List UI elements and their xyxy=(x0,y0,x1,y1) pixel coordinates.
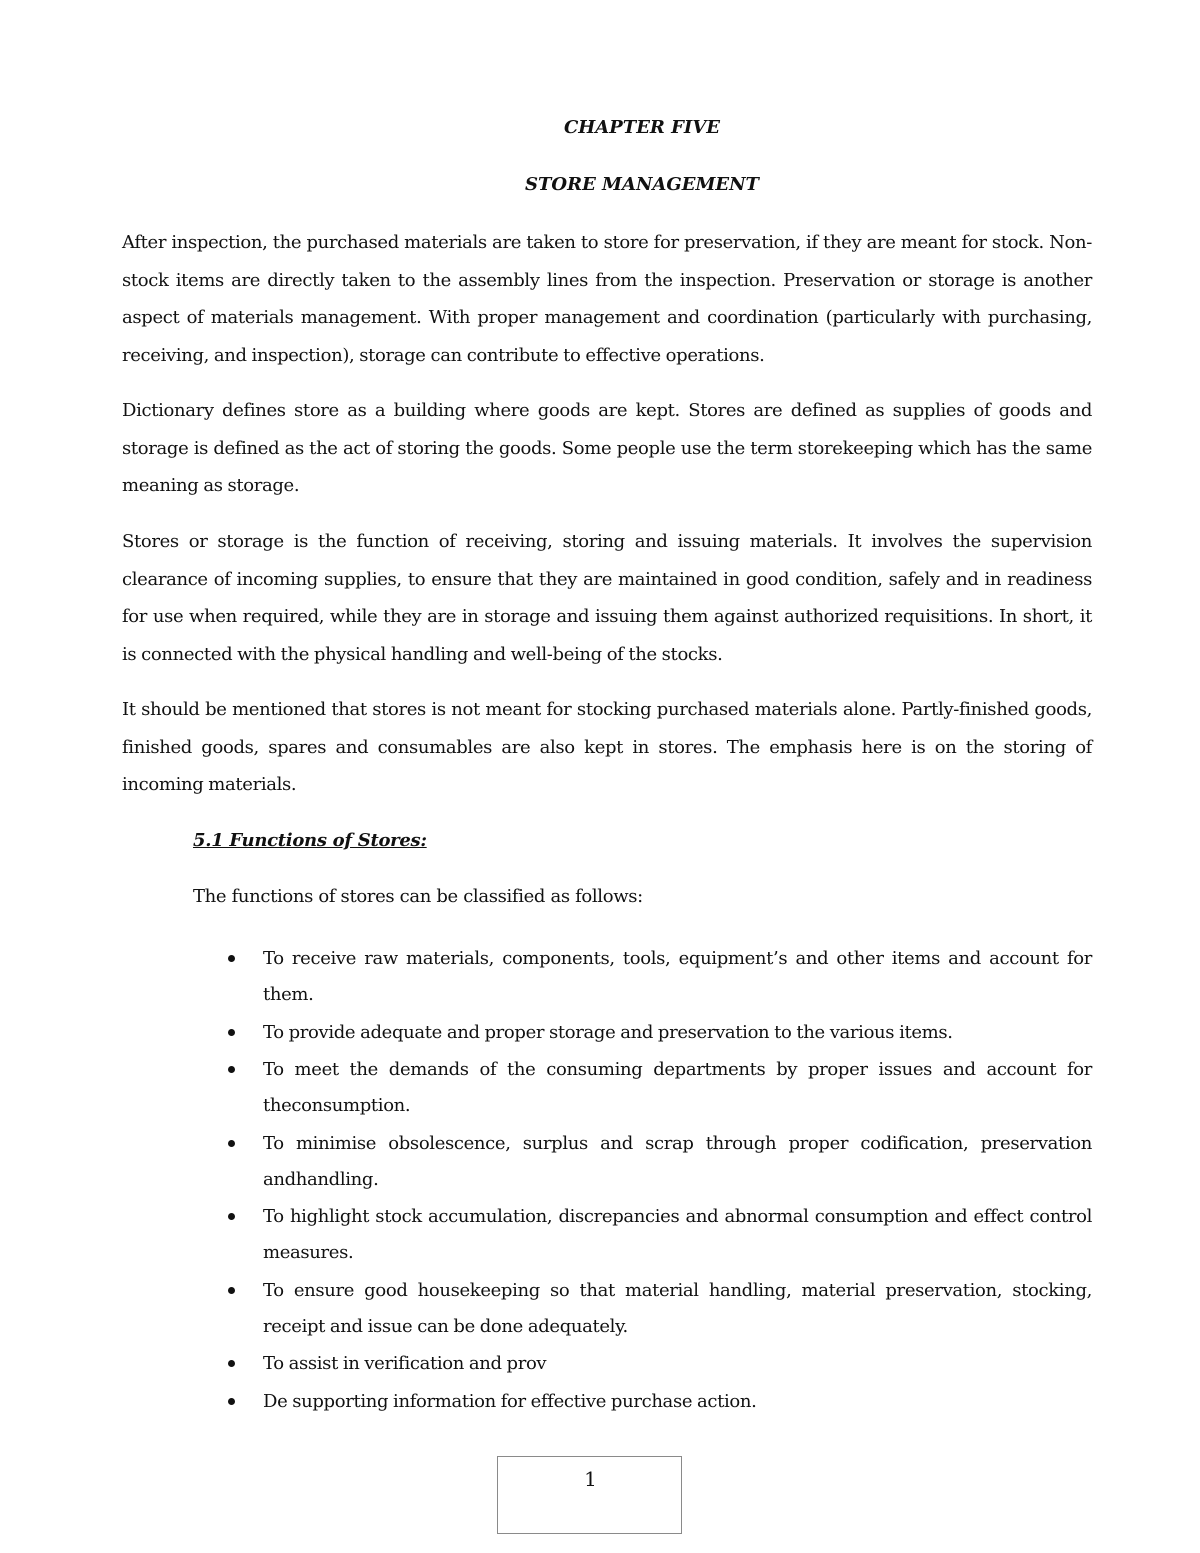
list-item xyxy=(228,1015,1092,1051)
bullet-icon xyxy=(228,1287,235,1294)
list-item-text: To highlight stock accumulation, discrepancies and abnormal consumption and effect control measures. xyxy=(263,1206,1092,1263)
bullet-icon xyxy=(228,1140,235,1147)
paragraph-stores-function: Stores or storage is the function of receiving, storing and issuing materials. It involves the supervision clearance of incoming supplies, to ensure that they are maintained in good condition, safely and in readiness for use when required, while they are in storage and issuing them against authorized requisitions. In short, it is connected with the physical handling and well-being of the stocks. xyxy=(122,531,1092,665)
list-item xyxy=(228,1126,1092,1198)
bullet-icon xyxy=(228,1398,235,1405)
section-intro: The functions of stores can be classified as follows: xyxy=(193,886,643,907)
page-number-box xyxy=(497,1456,682,1534)
list-item-text: To provide adequate and proper storage and preservation to the various items. xyxy=(263,1021,953,1043)
bullet-icon xyxy=(228,1029,235,1036)
list-item-text: To ensure good housekeeping so that material handling, material preservation, stocking, receipt and issue can be done adequately. xyxy=(263,1279,1092,1337)
section-heading: 5.1 Functions of Stores: xyxy=(193,830,427,851)
functions-list xyxy=(228,941,1092,1421)
list-item xyxy=(228,1199,1092,1271)
list-item-text: To meet the demands of the consuming departments by proper issues and account for theconsumption. xyxy=(263,1059,1092,1116)
page-number: 1 xyxy=(584,1467,597,1491)
list-item xyxy=(228,941,1092,1013)
list-item-text: De supporting information for effective purchase action. xyxy=(263,1390,757,1412)
bullet-icon xyxy=(228,1213,235,1220)
bullet-icon xyxy=(228,1066,235,1073)
bullet-icon xyxy=(228,955,235,962)
list-item-text: To minimise obsolescence, surplus and scrap through proper codification, preservation andhandling. xyxy=(263,1132,1092,1190)
chapter-title: STORE MANAGEMENT xyxy=(525,174,759,195)
paragraph-intro: After inspection, the purchased materials are taken to store for preservation, if they are meant for stock. Non-stock items are directly taken to the assembly lines from the inspection. Preservation or storage is another aspect of materials management. With proper management and coordination (particularly with purchasing, receiving, and inspection), storage can contribute to effective operations. xyxy=(122,232,1092,366)
list-item xyxy=(228,1346,1092,1382)
paragraph-definition: Dictionary defines store as a building where goods are kept. Stores are defined as supplies of goods and storage is defined as the act of storing the goods. Some people use the term storekeeping which has the same meaning as storage. xyxy=(122,400,1092,496)
list-item-text: To assist in verification and prov xyxy=(263,1353,547,1374)
chapter-heading: CHAPTER FIVE xyxy=(563,117,721,138)
list-item xyxy=(228,1273,1092,1345)
list-item xyxy=(228,1384,1092,1420)
paragraph-stores-scope: It should be mentioned that stores is not meant for stocking purchased materials alone. Partly-finished goods, finished goods, spares and consumables are also kept in stores. The emphasis here is on the storing of incoming materials. xyxy=(122,699,1092,795)
list-item-text: To receive raw materials, components, tools, equipment’s and other items and account for them. xyxy=(263,948,1092,1005)
list-item xyxy=(228,1052,1092,1124)
bullet-icon xyxy=(228,1360,235,1367)
